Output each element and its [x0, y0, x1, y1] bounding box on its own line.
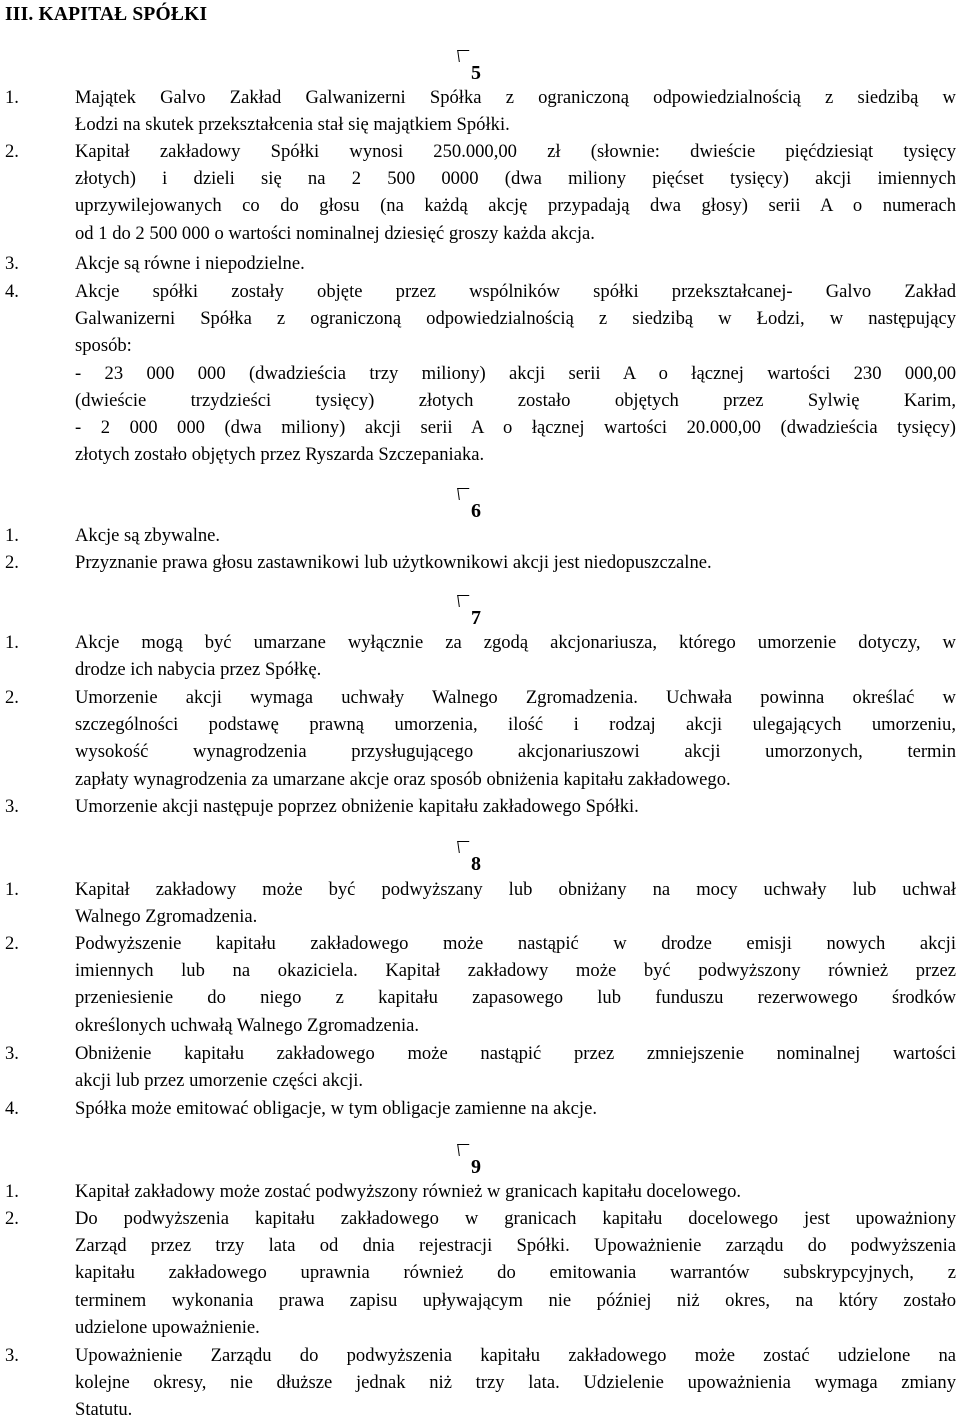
item-text-line: Galwanizerni Spółka z ograniczoną odpowiedzialnością z siedzibą w Łodzi, w następujący	[75, 308, 956, 330]
item-text-line: Walnego Zgromadzenia.	[75, 906, 258, 928]
section-number: 5	[471, 62, 481, 84]
item-text-line: Akcje spółki zostały objęte przez wspólników spółki przekształcanej- Galvo Zakład	[75, 281, 956, 302]
item-number: 2.	[5, 933, 19, 954]
item-text-line: Przyznanie prawa głosu zastawnikowi lub użytkownikowi akcji jest niedopuszczalne.	[75, 552, 712, 573]
item-text-line: Majątek Galvo Zakład Galwanizerni Spółka z ograniczoną odpowiedzialnością z siedzibą w	[75, 87, 956, 108]
item-text-line: terminem wykonania prawa zapisu upływającym nie później niż okres, na który zostało	[75, 1289, 956, 1311]
item-text-line: - 23 000 000 (dwadzieścia trzy miliony) akcji serii A o łącznej wartości 230 000,00	[75, 362, 956, 384]
item-text-line: określonych uchwałą Walnego Zgromadzenia.	[75, 1014, 420, 1036]
item-text-line: Kapitał zakładowy może zostać podwyższony również w granicach kapitału docelowego.	[75, 1181, 742, 1202]
section-number: 7	[471, 607, 481, 629]
item-text-line: zapłaty wynagrodzenia za umarzane akcje oraz sposób obniżenia kapitału zakładowego.	[75, 768, 731, 790]
item-text-line: złotych) i dzieli się na 2 500 0000 (dwa miliony pięćset tysięcy) akcji imiennych	[75, 168, 956, 190]
item-number: 1.	[5, 1181, 19, 1202]
section-number: 8	[471, 853, 481, 875]
item-text-line: Zarząd przez trzy lata od dnia rejestracji Spółki. Upoważnienie zarządu do podwyższenia	[75, 1235, 956, 1257]
item-number: 2.	[5, 1208, 19, 1229]
item-text-line: kapitału zakładowego uprawnia również do emitowania warrantów subskrypcyjnych, z	[75, 1262, 956, 1284]
item-number: 2.	[5, 141, 19, 162]
item-text-line: drodze ich nabycia przez Spółkę.	[75, 659, 322, 681]
item-text-line: sposób:	[75, 335, 132, 357]
chapter-heading: III. KAPITAŁ SPÓŁKI	[5, 4, 208, 25]
item-text-line: Statutu.	[75, 1399, 133, 1421]
item-text-line: Umorzenie akcji wymaga uchwały Walnego Zgromadzenia. Uchwała powinna określać w	[75, 687, 956, 708]
item-text-line: Łodzi na skutek przekształcenia stał się majątkiem Spółki.	[75, 114, 510, 136]
item-text-line: kolejne okresy, nie dłuższe jednak niż trzy lata. Udzielenie upoważnienia wymaga zmiany	[75, 1372, 956, 1394]
item-text-line: Umorzenie akcji następuje poprzez obniżenie kapitału zakładowego Spółki.	[75, 796, 639, 817]
item-number: 4.	[5, 281, 19, 302]
section-mark-8	[471, 853, 481, 875]
section-mark-5	[471, 62, 481, 84]
item-text-line: Kapitał zakładowy Spółki wynosi 250.000,00 zł (słownie: dwieście pięćdziesiąt tysięcy	[75, 141, 956, 162]
item-text-line: szczególności podstawę prawną umorzenia, ilość i rodzaj akcji ulegających umorzeniu,	[75, 714, 956, 736]
item-text-line: uprzywilejowanych co do głosu (na każdą akcję przypadają dwa głosy) serii A o numerach	[75, 195, 956, 217]
item-text-line: Upoważnienie Zarządu do podwyższenia kapitału zakładowego może zostać udzielone na	[75, 1345, 956, 1366]
item-text-line: wysokość wynagrodzenia przysługującego akcjonariuszowi akcji umorzonych, termin	[75, 741, 956, 763]
item-text-line: akcji lub przez umorzenie części akcji.	[75, 1070, 364, 1092]
section-mark-7	[471, 607, 481, 629]
item-number: 1.	[5, 632, 19, 653]
item-text-line: Akcje są zbywalne.	[75, 525, 221, 546]
section-number: 9	[471, 1156, 481, 1178]
section-mark-6	[471, 500, 481, 522]
item-text-line: Akcje są równe i niepodzielne.	[75, 253, 305, 274]
section-number: 6	[471, 500, 481, 522]
paragraph-symbol-icon	[471, 500, 481, 522]
item-text-line: Akcje mogą być umarzane wyłącznie za zgodą akcjonariusza, którego umorzenie dotyczy, w	[75, 632, 956, 653]
item-text-line: Spółka może emitować obligacje, w tym obligacje zamienne na akcje.	[75, 1098, 597, 1119]
paragraph-symbol-icon	[471, 607, 481, 629]
item-number: 4.	[5, 1098, 19, 1119]
item-number: 3.	[5, 1345, 19, 1366]
item-text-line: przeniesienie do niego z kapitału zapasowego lub funduszu rezerwowego środków	[75, 987, 956, 1009]
paragraph-symbol-icon	[471, 62, 481, 84]
item-number: 1.	[5, 87, 19, 108]
item-text-line: (dwieście trzydzieści tysięcy) złotych zostało objętych przez Sylwię Karim,	[75, 389, 956, 411]
item-text-line: - 2 000 000 (dwa miliony) akcji serii A o łącznej wartości 20.000,00 (dwadzieścia tysięcy)	[75, 417, 956, 438]
item-text-line: od 1 do 2 500 000 o wartości nominalnej dziesięć groszy każda akcja.	[75, 222, 595, 244]
item-text-line: złotych zostało objętych przez Ryszarda Szczepaniaka.	[75, 444, 485, 466]
paragraph-symbol-icon	[471, 853, 481, 875]
paragraph-symbol-icon	[471, 1156, 481, 1178]
item-number: 1.	[5, 525, 19, 546]
item-text-line: imiennych lub na okaziciela. Kapitał zakładowy może być podwyższony również przez	[75, 960, 956, 982]
item-text-line: Kapitał zakładowy może być podwyższany lub obniżany na mocy uchwały lub uchwał	[75, 879, 956, 900]
item-number: 3.	[5, 253, 19, 274]
item-number: 3.	[5, 1043, 19, 1064]
item-text-line: udzielone upoważnienie.	[75, 1316, 260, 1338]
item-number: 2.	[5, 552, 19, 573]
section-mark-9	[471, 1156, 481, 1178]
item-text-line: Obniżenie kapitału zakładowego może nastąpić przez zmniejszenie nominalnej wartości	[75, 1043, 956, 1064]
item-number: 1.	[5, 879, 19, 900]
item-text-line: Podwyższenie kapitału zakładowego może nastąpić w drodze emisji nowych akcji	[75, 933, 956, 954]
item-number: 2.	[5, 687, 19, 708]
item-text-line: Do podwyższenia kapitału zakładowego w granicach kapitału docelowego jest upoważniony	[75, 1208, 956, 1229]
item-number: 3.	[5, 796, 19, 817]
